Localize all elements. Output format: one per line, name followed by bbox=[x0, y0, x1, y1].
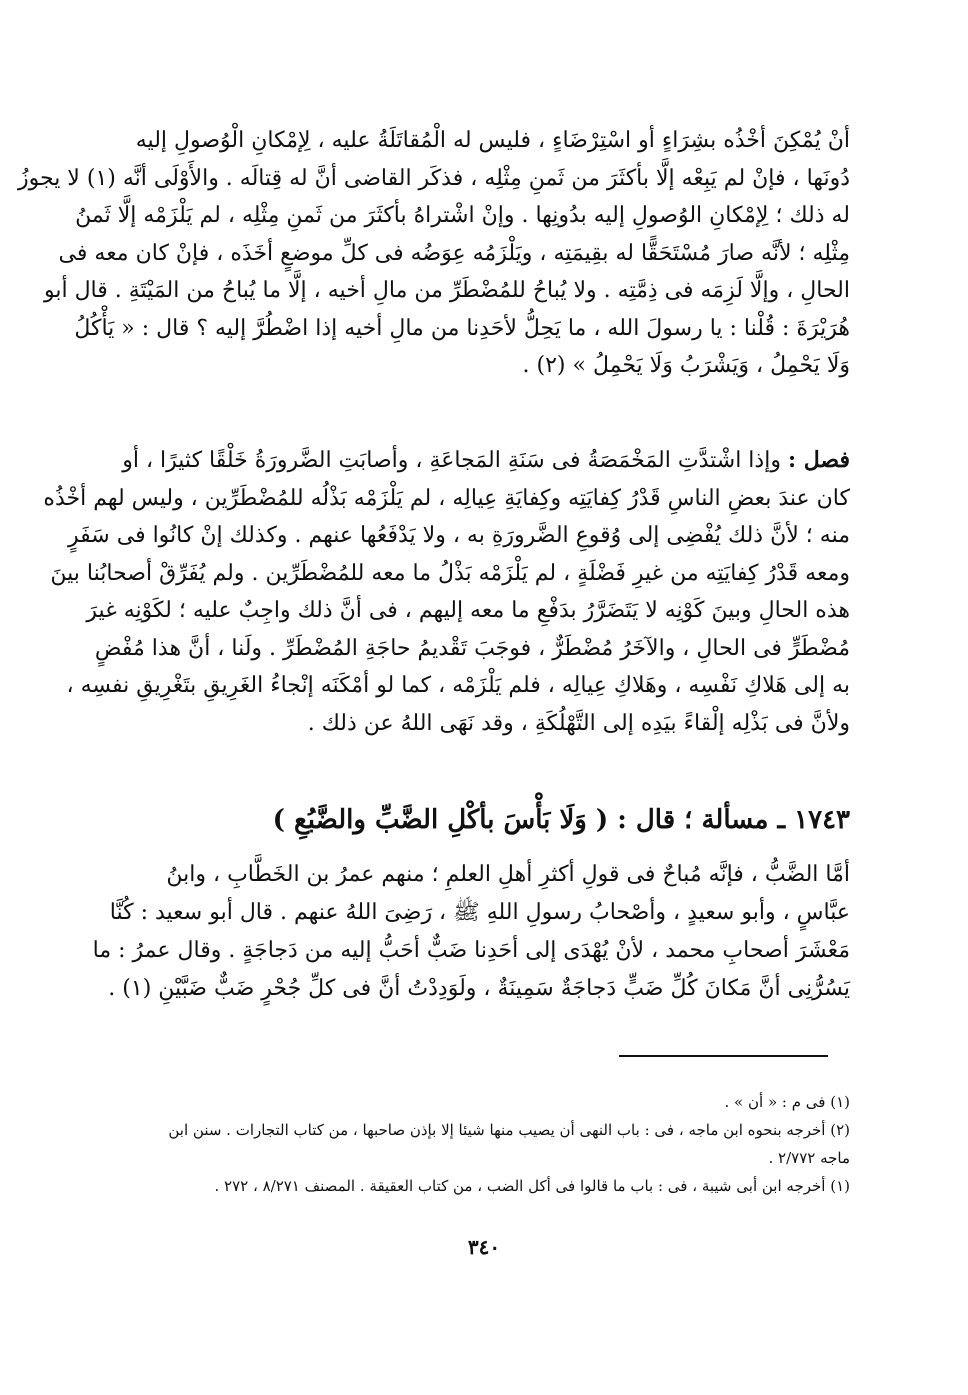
paragraph-2 bbox=[43, 442, 850, 742]
section-label: فصل : bbox=[787, 447, 850, 473]
issue-number: ١٧٤٣ bbox=[794, 805, 850, 835]
text-line: ولأنَّ فى بَذْلِه إلْقاءً بيَدِه إلى التَّهْلُكَةِ ، وقد نَهَى اللهُ عن ذلك . bbox=[307, 710, 850, 736]
text-line: مِثْلِه ؛ لأنَّه صارَ مُسْتَحَقًّا له بقِيمَتِه ، ويَلْزَمُه عِوَضُه فى كلِّ موضعٍ أخَذَه ، فإنْ كان معه فى bbox=[58, 240, 850, 266]
text-line: منه ؛ لأنَّ ذلك يُفْضِى إلى وُقوعِ الضَّرورَةِ به ، ولا يَدْفَعُها عنهم . وكذلك إنْ كانُوا فى سَفَرٍ bbox=[68, 523, 850, 548]
text-line: أنْ يُمْكِنَ أخْذُه بشِرَاءٍ أو اسْتِرْضَاءٍ ، فليس له الْمُقاتَلَةُ عليه ، لِإمْكانِ الْوُصولِ إليه bbox=[135, 128, 850, 153]
text-line: هُرَيْرَةَ : قُلْنا : يا رسولَ الله ، ما يَحِلُّ لأحَدِنا من مالِ أخيه إذا اضْطُرَّ إليه ؟ قال : « يَأْكُلُ bbox=[74, 315, 850, 341]
text-line: ومعه قَدْرُ كِفايَتِه من غيرِ فَضْلَةٍ ، لم يَلْزَمْه بَذْلُ ما معه للمُضْطَرِّين . ولم يُفَرِّقْ أصحابُنا بينَ bbox=[50, 560, 850, 586]
issue-heading bbox=[150, 800, 850, 840]
paragraph-3 bbox=[92, 856, 850, 1008]
footnote-divider bbox=[619, 1055, 828, 1057]
issue-title: ـ مسألة ؛ قال : ( وَلَا بَأْسَ بأكْلِ الضَّبِّ والضَّبُعِ ) bbox=[272, 805, 786, 835]
footnote: (١) فى م : « أن » . bbox=[724, 1093, 850, 1111]
text-line: دُونَها ، فإنْ لم يَبِعْه إلَّا بأكثَرَ من ثَمنِ مِثْلِه ، فذكَر القاضى أنَّ له قِتالَه . والأَوْلَى أنَّه (١) لا يجوزُ bbox=[18, 165, 850, 191]
text-line: يَسُرُّنِى أنَّ مَكانَ كُلِّ ضَبٍّ دَجاجَةٌ سَمِينَةٌ ، ولَوَدِدْتُ أنَّ فى كلِّ جُحْرٍ ضَبٌّ ضَبَّيْنِ (١) . bbox=[108, 976, 850, 1001]
footnotes bbox=[150, 1088, 850, 1200]
text-line: مَعْشَرَ أصحابِ محمد ، لأنْ يُهْدَى إلى أحَدِنا ضَبٌّ أحَبُّ إليه من دَجاجَةٍ . وقال عمرُ : ما bbox=[92, 938, 850, 963]
text-line: هذه الحالِ وبينَ كَوْنِه لا يَتَضَرَّرُ بدَفْعِ ما معه إليهم ، فى أنَّ ذلك واجِبٌ عليه ؛ لكَوْنِه غيرَ bbox=[86, 598, 850, 623]
text-line-content: وإذا اشْتدَّتِ المَخْمَصَةُ فى سَنَةِ المَجاعَةِ ، وأصابَتِ الضَّرورَةُ خَلْقًا كثيرًا ، أو bbox=[122, 448, 781, 473]
text-line bbox=[122, 442, 850, 480]
text-line: الحالِ ، وإلَّا لَزِمَه فى ذِمَّتِه . ولا يُباحُ للمُضْطَرِّ من مالِ أخيه ، إلَّا ما يُباحُ من المَيْتَةِ . قال أبو bbox=[43, 278, 850, 303]
text-line: أمَّا الضَّبُّ ، فإنَّه مُباحٌ فى قولِ أكثرِ أهلِ العلمِ ؛ منهم عمرُ بن الخَطَّابِ ، وابنُ bbox=[166, 862, 850, 887]
page-number: ٣٤٠ bbox=[467, 1235, 501, 1259]
text-line: عبَّاسٍ ، وأبو سعيدٍ ، وأصْحابُ رسولِ اللهِ ﷺ ، رَضِىَ اللهُ عنهم . قال أبو سعيد : كُنَّا bbox=[109, 900, 850, 925]
text-line: به إلى هَلاكِ نَفْسِه ، وهَلاكِ عِيالِه ، فلم يَلْزَمْه ، كما لو أمْكَنَه إنْجاءُ الغَرِيقِ بتَغْرِيقِ نفسِه ، bbox=[66, 673, 850, 698]
text-line: كان عندَ بعضِ الناسِ قَدْرُ كِفايَتِه وكِفايَةِ عِيالِه ، لم يَلْزَمْه بَذْلُه للمُضْطَرِّين ، وليس لهم أخْذُه bbox=[43, 485, 850, 511]
text-line: له ذلك ؛ لِإمْكانِ الوُصولِ إليه بدُونِها . وإنْ اشْتراهُ بأكثَرَ من ثَمنِ مِثْلِه ، لم يَلْزَمْه إلَّا ثَمنُ bbox=[75, 203, 850, 228]
text-line: وَلَا يَحْمِلُ ، وَيَشْرَبُ وَلَا يَحْمِلُ » (٢) . bbox=[522, 353, 850, 378]
footnote: ماجه ٢/٧٧٢ . bbox=[768, 1149, 850, 1167]
footnote: (١) أخرجه ابن أبى شيبة ، فى : باب ما قالوا فى أكل الضب ، من كتاب العقيقة . المصنف ٨/٢٧١ ، ٢٧٢ . bbox=[214, 1177, 850, 1195]
text-line: مُضْطَرٍّ فى الحالِ ، والآخَرُ مُضْطَرٌّ ، فوجَبَ تَقْديمُ حاجَةِ المُضْطَرِّ . ولَنا ، أنَّ هذا مُفْضٍ bbox=[94, 635, 850, 661]
footnote: (٢) أخرجه بنحوه ابن ماجه ، فى : باب النهى أن يصيب منها شيئا إلا بإذن صاحبها ، من كتاب التجارات . سنن ابن bbox=[168, 1121, 850, 1139]
paragraph-1 bbox=[18, 122, 850, 385]
